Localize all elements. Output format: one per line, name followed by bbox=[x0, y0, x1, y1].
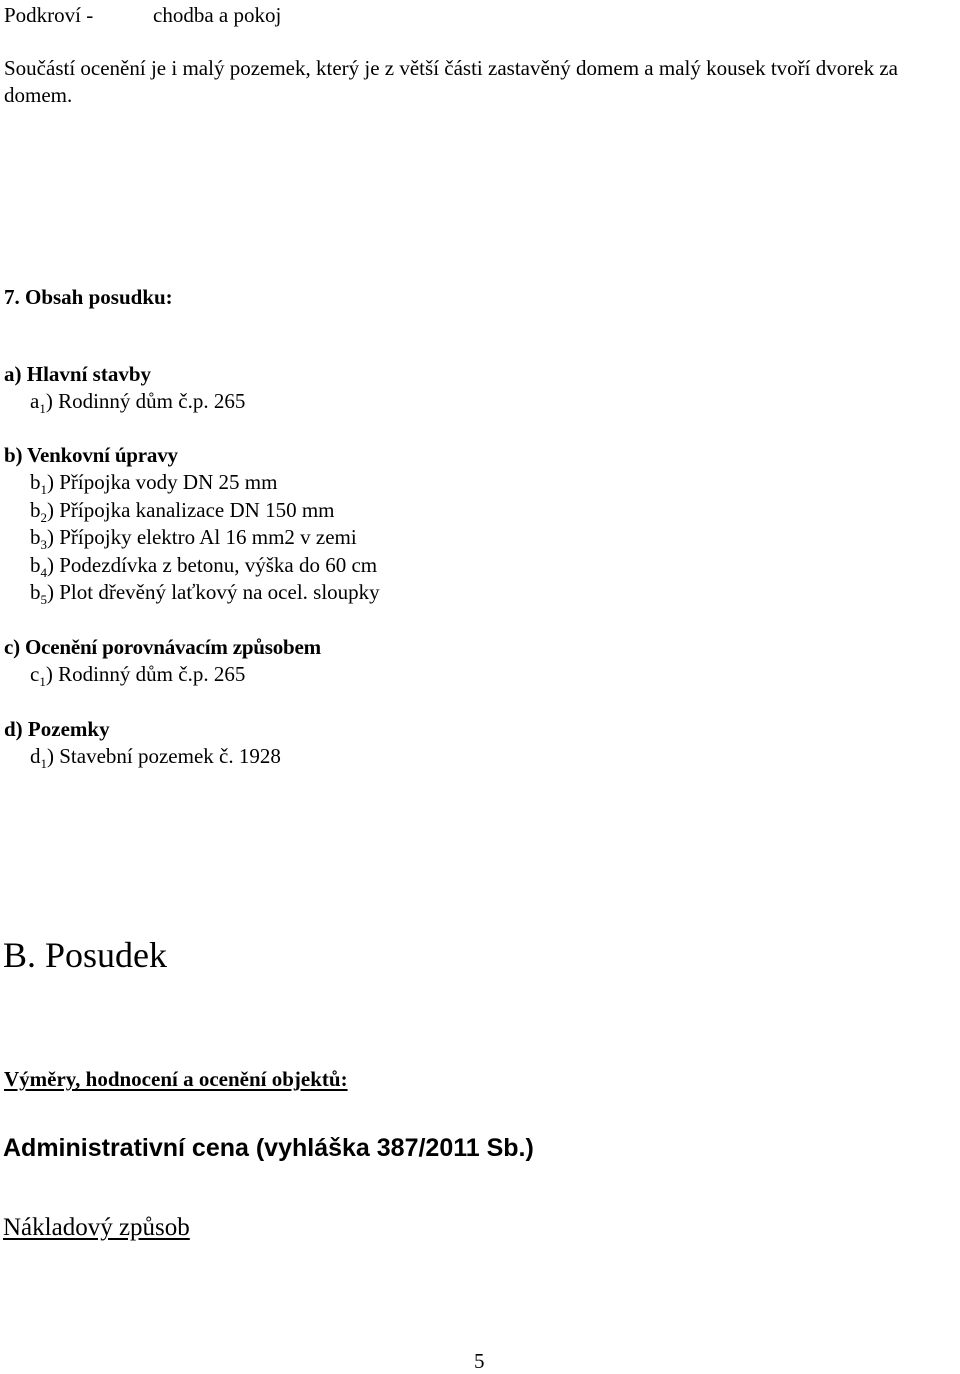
section-7-title: 7. Obsah posudku: bbox=[4, 285, 173, 309]
group-a-heading: a) Hlavní stavby bbox=[4, 362, 152, 386]
part-b-subtitle: Výměry, hodnocení a ocenění objektů: bbox=[4, 1067, 348, 1091]
page-number: 5 bbox=[474, 1349, 485, 1373]
group-c-heading: c) Ocenění porovnávacím způsobem bbox=[4, 635, 321, 659]
cost-method-heading: Nákladový způsob bbox=[3, 1214, 190, 1241]
administrative-price-heading: Administrativní cena (vyhláška 387/2011 Sb.) bbox=[3, 1134, 534, 1162]
list-item-b3: $b_3$) Přípojky elektro Al 16 mm2 v zemi bbox=[30, 525, 357, 552]
group-b-heading: b) Venkovní úpravy bbox=[4, 443, 178, 467]
list-item-b2: $b_2$) Přípojka kanalizace DN 150 mm bbox=[30, 498, 335, 525]
list-item-d1: $d_1$) Stavební pozemek č. 1928 bbox=[30, 744, 281, 771]
list-item-c1: $c_1$) Rodinný dům č.p. 265 bbox=[30, 662, 246, 689]
list-item-b4: $b_4$) Podezdívka z betonu, výška do 60 cm bbox=[30, 553, 378, 580]
intro-paragraph: Součástí ocenění je i malý pozemek, který je z větší části zastavěný domem a malý kousek tvoří dvorek za domem. bbox=[4, 56, 898, 107]
header-right: chodba a pokoj bbox=[153, 3, 282, 27]
header-left: Podkroví - bbox=[4, 3, 94, 27]
list-item-a1: $a_1$) Rodinný dům č.p. 265 bbox=[30, 389, 246, 416]
group-d-heading: d) Pozemky bbox=[4, 717, 110, 741]
part-b-title: B. Posudek bbox=[3, 935, 168, 975]
list-item-b1: $b_1$) Přípojka vody DN 25 mm bbox=[30, 470, 278, 497]
list-item-b5: $b_5$) Plot dřevěný laťkový na ocel. sloupky bbox=[30, 580, 380, 607]
